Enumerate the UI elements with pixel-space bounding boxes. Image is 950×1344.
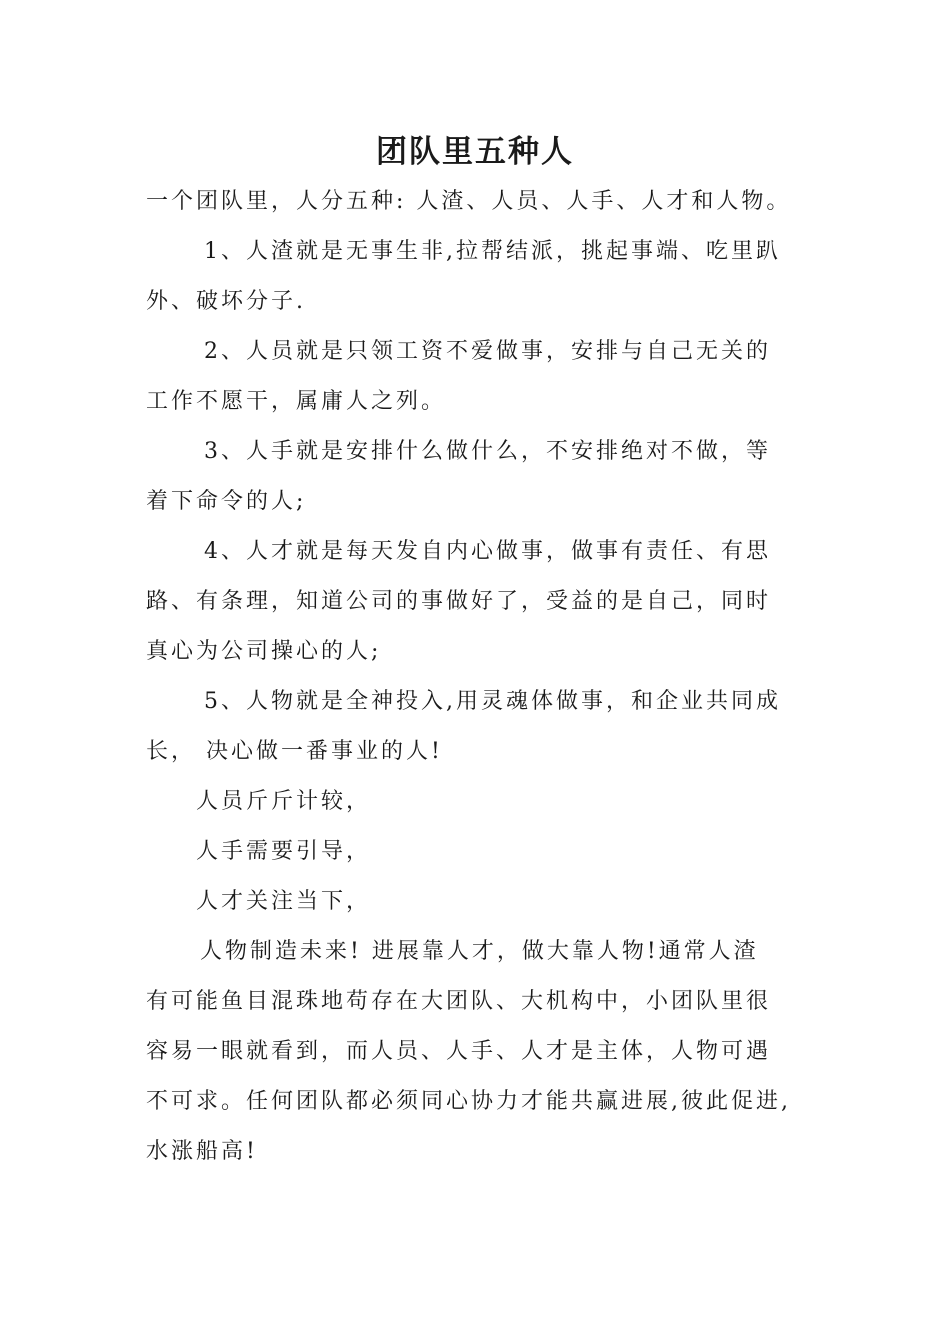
intro-line: 一个团队里，人分五种: 人渣、人员、人手、人才和人物。 — [146, 189, 792, 214]
item-1-line-1: 1、人渣就是无事生非,拉帮结派，挑起事端、吃里趴 — [204, 239, 781, 264]
conclusion-line-4: 不可求。任何团队都必须同心协力才能共赢进展,彼此促进, — [146, 1089, 791, 1114]
item-4-line-2: 路、有条理，知道公司的事做好了，受益的是自己，同时 — [146, 589, 772, 614]
item-3-line-1: 3、人手就是安排什么做什么，不安排绝对不做，等 — [204, 439, 771, 464]
item-3-line-2: 着下命令的人; — [146, 489, 307, 514]
conclusion-line-3: 容易一眼就看到，而人员、人手、人才是主体，人物可遇 — [146, 1039, 772, 1064]
item-4-line-1: 4、人才就是每天发自内心做事，做事有责任、有思 — [204, 539, 771, 564]
conclusion-line-5: 水涨船高! — [146, 1139, 258, 1164]
item-5-line-2: 长， 决心做一番事业的人! — [146, 739, 443, 764]
item-4-line-3: 真心为公司操心的人; — [146, 639, 382, 664]
item-1-line-2: 外、破坏分子. — [146, 289, 306, 314]
summary-line-2: 人手需要引导， — [196, 839, 372, 864]
item-2-line-1: 2、人员就是只领工资不爱做事，安排与自己无关的 — [204, 339, 771, 364]
item-2-line-2: 工作不愿干，属庸人之列。 — [146, 389, 447, 414]
item-5-line-1: 5、人物就是全神投入,用灵魂体做事，和企业共同成 — [204, 689, 781, 714]
summary-line-3: 人才关注当下， — [196, 889, 372, 914]
document-title: 团队里五种人 — [376, 134, 574, 170]
summary-line-1: 人员斤斤计较， — [196, 789, 372, 814]
conclusion-line-1: 人物制造未来! 进展靠人才，做大靠人物!通常人渣 — [200, 939, 759, 964]
conclusion-line-2: 有可能鱼目混珠地苟存在大团队、大机构中，小团队里很 — [146, 989, 772, 1014]
